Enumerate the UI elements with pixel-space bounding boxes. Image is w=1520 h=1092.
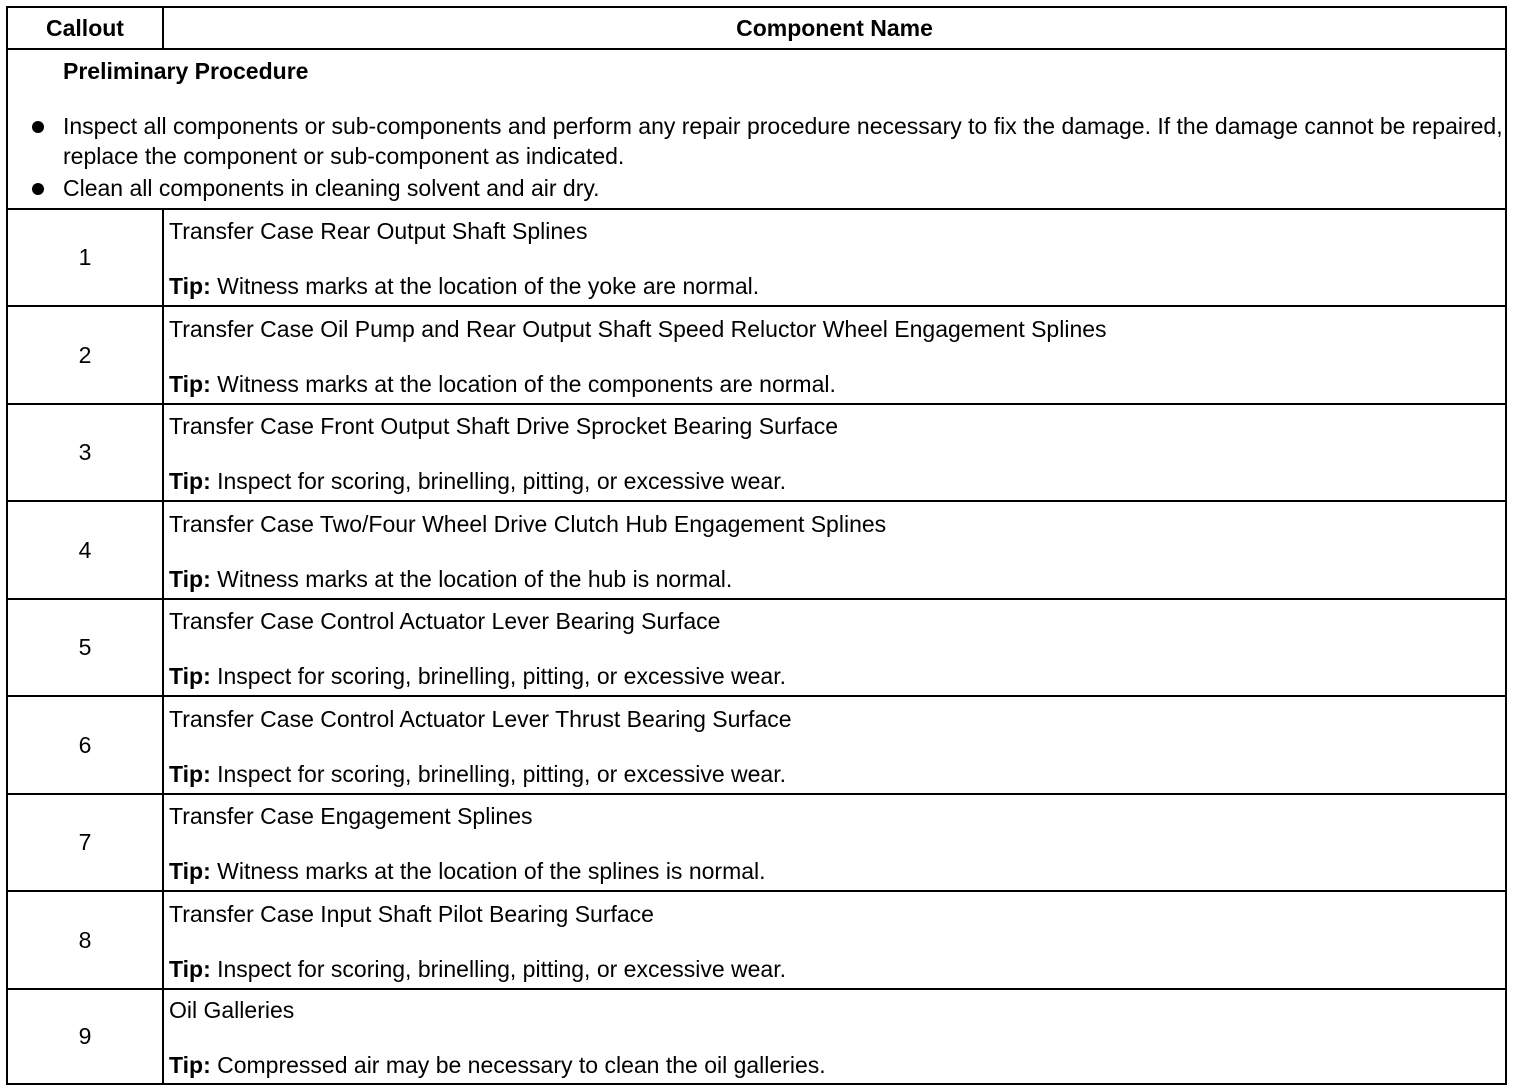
- callout-number: 3: [78, 439, 92, 465]
- component-name: Transfer Case Control Actuator Lever Thrust Bearing Surface: [169, 706, 792, 732]
- callout-number: 1: [78, 244, 92, 270]
- callout-number: 7: [78, 829, 92, 855]
- component-table: [6, 6, 1507, 1085]
- preliminary-bullet-text: Clean all components in cleaning solvent and air dry.: [63, 175, 600, 201]
- preliminary-bullet-text: Inspect all components or sub-components and perform any repair procedure necessary to fix the damage. If the damage cannot be repaired, replace the component or sub-component as indicated.: [63, 113, 1503, 169]
- callout-number: 9: [78, 1023, 92, 1049]
- component-tip: [169, 663, 786, 690]
- preliminary-bullet: [63, 111, 1503, 171]
- tip-text: Witness marks at the location of the yoke are normal.: [217, 273, 760, 299]
- tip-label: Tip:: [169, 858, 211, 884]
- tip-label: Tip:: [169, 761, 211, 787]
- tip-label: Tip:: [169, 663, 211, 689]
- callout-number: 8: [78, 926, 92, 953]
- callout-number: 4: [78, 536, 92, 563]
- tip-label: Tip:: [169, 566, 211, 592]
- tip-text: Inspect for scoring, brinelling, pitting, or excessive wear.: [217, 468, 787, 494]
- preliminary-procedure-title: Preliminary Procedure: [63, 58, 309, 84]
- row-rule: [8, 305, 1505, 307]
- preliminary-bullet: [63, 173, 1503, 203]
- tip-text: Witness marks at the location of the hub is normal.: [217, 566, 733, 592]
- callout-number: 5: [78, 634, 92, 660]
- component-tip: [169, 956, 786, 983]
- component-tip: [169, 468, 786, 495]
- component-tip: [169, 1052, 826, 1079]
- component-name: Oil Galleries: [169, 997, 295, 1023]
- header-component-name: Component Name: [736, 14, 933, 41]
- tip-text: Inspect for scoring, brinelling, pitting, or excessive wear.: [217, 761, 787, 787]
- tip-text: Compressed air may be necessary to clean the oil galleries.: [217, 1052, 826, 1078]
- component-name: Transfer Case Front Output Shaft Drive Sprocket Bearing Surface: [169, 413, 838, 439]
- row-rule: [8, 988, 1505, 990]
- callout-number: 6: [78, 731, 92, 758]
- component-tip: [169, 273, 759, 300]
- header-rule: [8, 48, 1505, 50]
- tip-text: Inspect for scoring, brinelling, pitting, or excessive wear.: [217, 956, 787, 982]
- row-rule: [8, 695, 1505, 697]
- component-name: Transfer Case Input Shaft Pilot Bearing Surface: [169, 901, 654, 927]
- tip-label: Tip:: [169, 1052, 211, 1078]
- preliminary-bullet-list: [63, 111, 1503, 205]
- component-name: Transfer Case Rear Output Shaft Splines: [169, 218, 588, 244]
- column-divider: [162, 208, 164, 1083]
- header-divider: [162, 8, 164, 48]
- row-rule: [8, 890, 1505, 892]
- bullet-icon: [32, 183, 44, 195]
- tip-text: Witness marks at the location of the components are normal.: [217, 371, 836, 397]
- component-name: Transfer Case Two/Four Wheel Drive Clutch Hub Engagement Splines: [169, 511, 887, 537]
- row-rule: [8, 793, 1505, 795]
- tip-label: Tip:: [169, 956, 211, 982]
- row-rule: [8, 403, 1505, 405]
- tip-label: Tip:: [169, 468, 211, 494]
- component-name: Transfer Case Oil Pump and Rear Output Shaft Speed Reluctor Wheel Engagement Splines: [169, 316, 1107, 342]
- tip-label: Tip:: [169, 273, 211, 299]
- header-callout: Callout: [46, 14, 124, 41]
- component-name: Transfer Case Control Actuator Lever Bearing Surface: [169, 608, 721, 634]
- tip-text: Inspect for scoring, brinelling, pitting, or excessive wear.: [217, 663, 787, 689]
- bullet-icon: [32, 121, 44, 133]
- callout-number: 2: [78, 341, 92, 368]
- row-rule: [8, 598, 1505, 600]
- tip-label: Tip:: [169, 371, 211, 397]
- preliminary-rule: [8, 208, 1505, 210]
- component-tip: [169, 761, 786, 788]
- row-rule: [8, 500, 1505, 502]
- component-tip: [169, 858, 766, 885]
- component-name: Transfer Case Engagement Splines: [169, 803, 533, 829]
- tip-text: Witness marks at the location of the splines is normal.: [217, 858, 766, 884]
- component-tip: [169, 566, 732, 593]
- component-tip: [169, 371, 836, 398]
